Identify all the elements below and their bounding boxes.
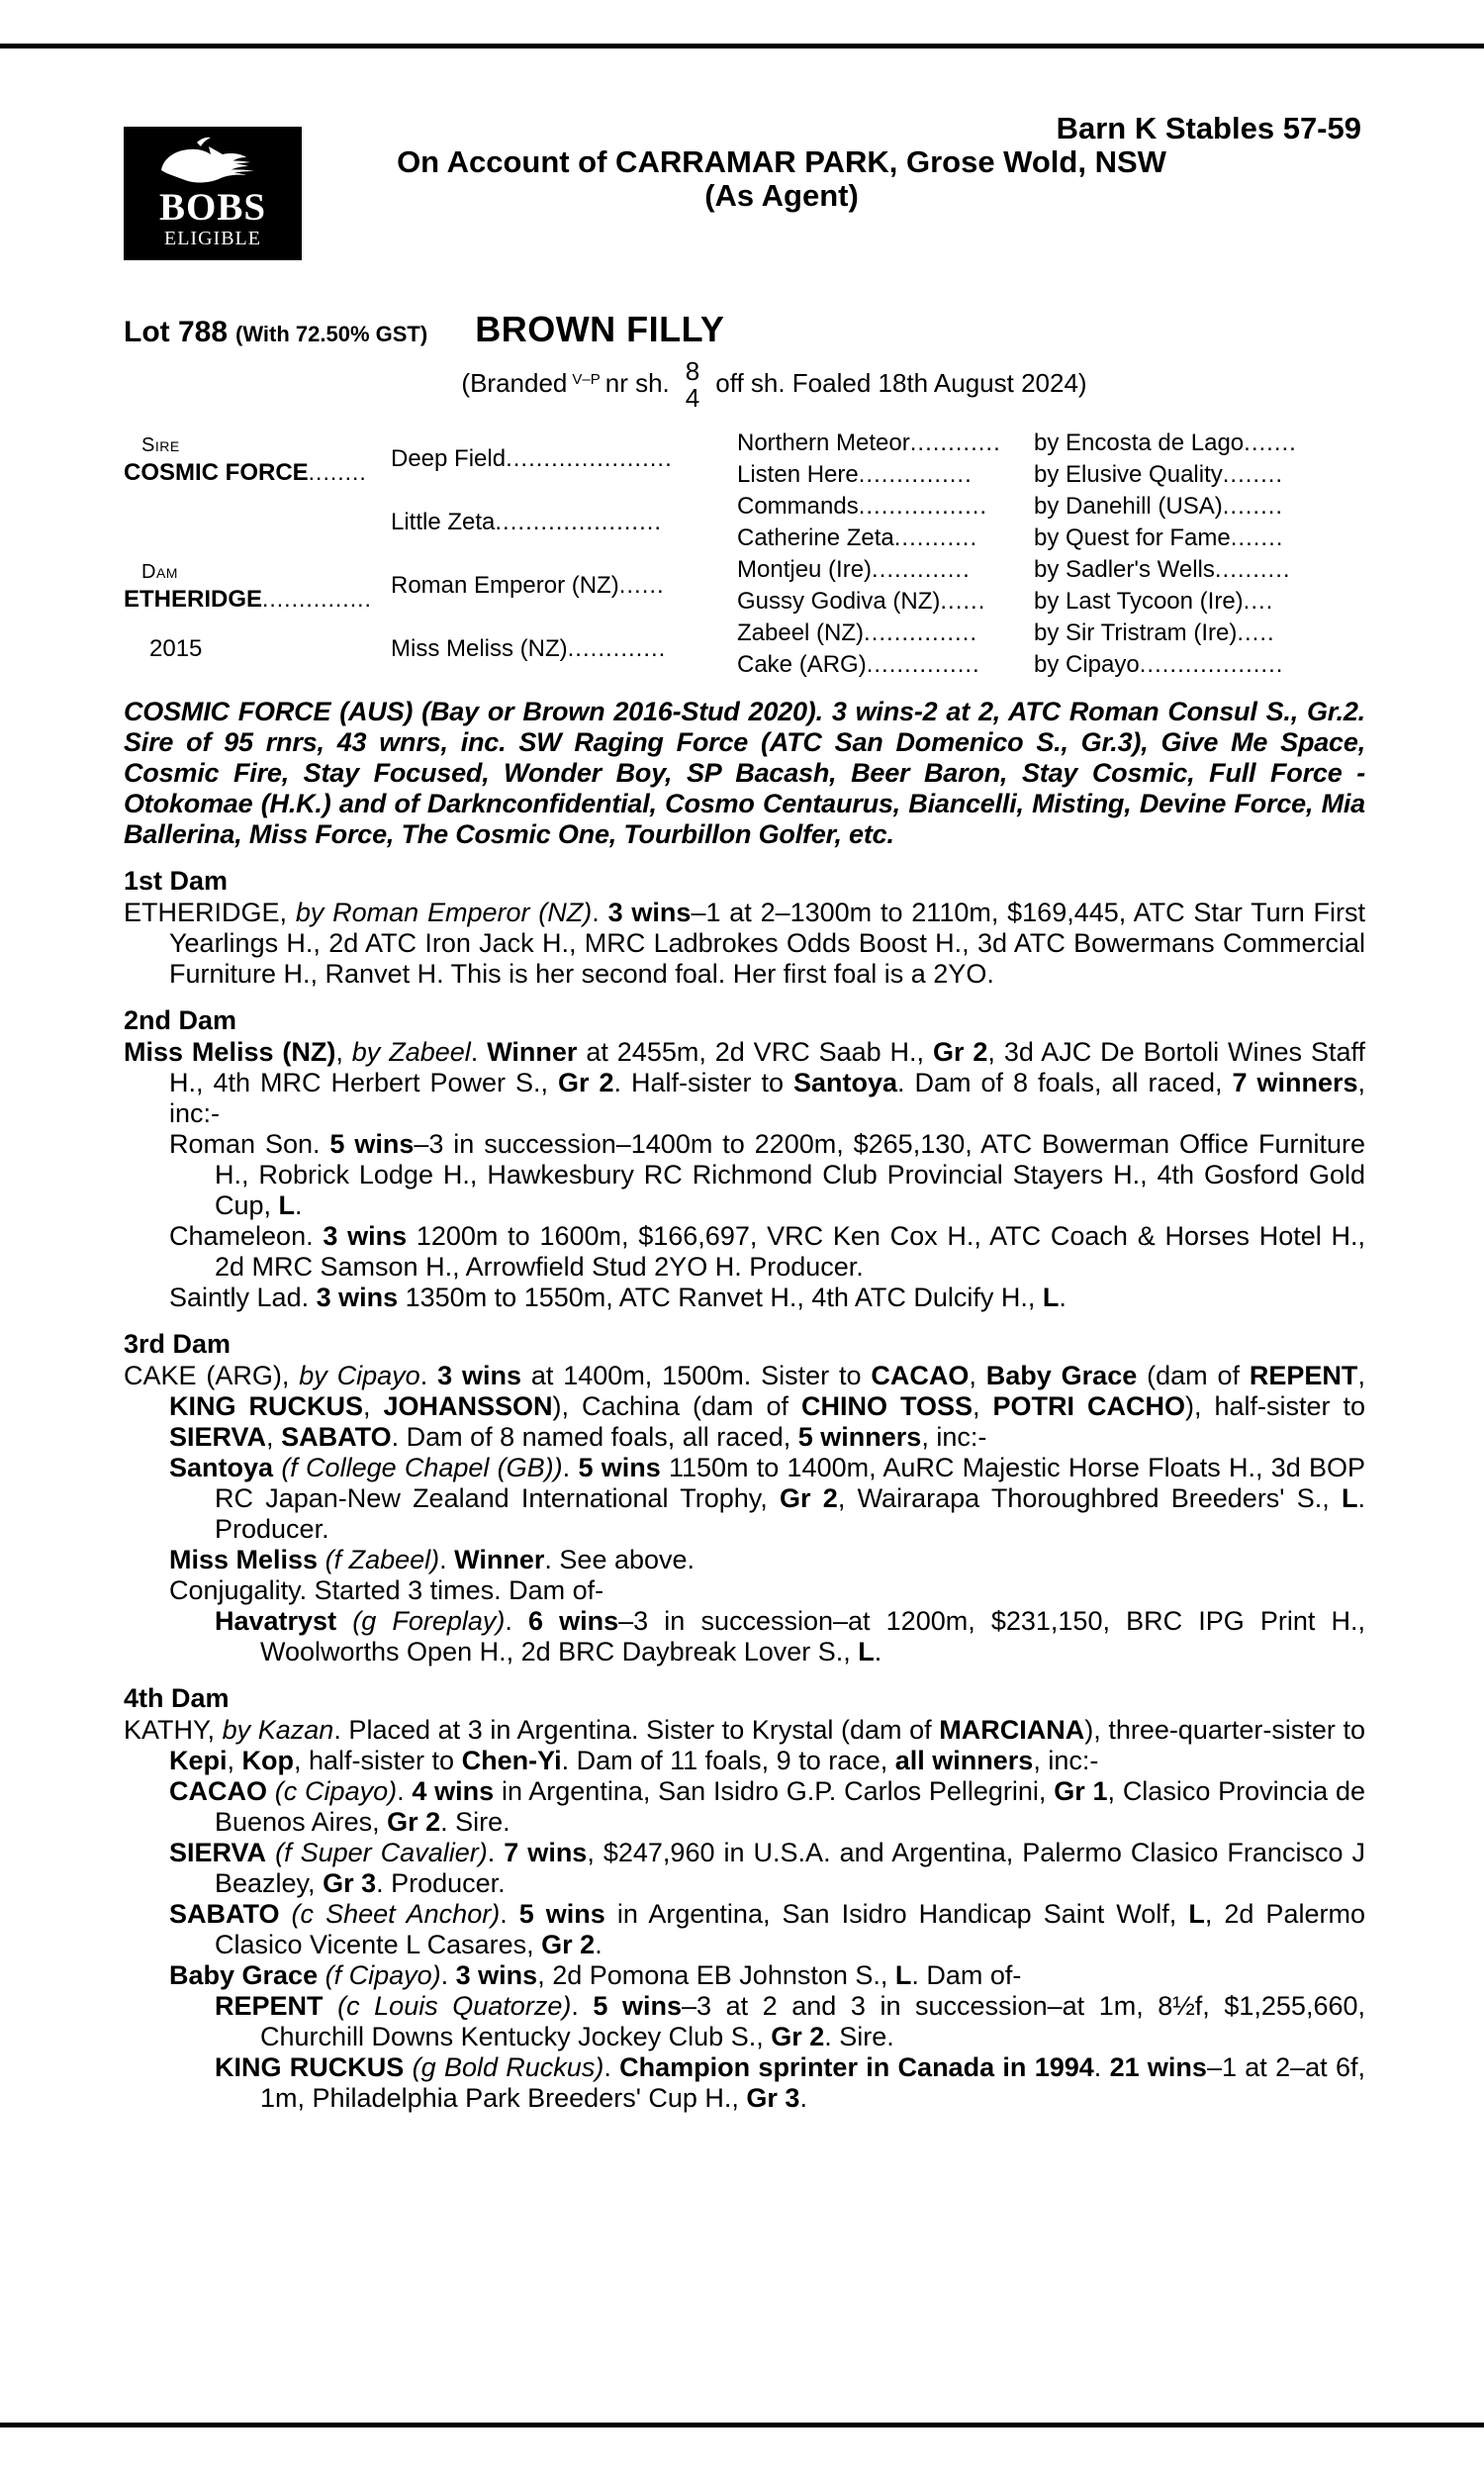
dam-dots: ...............: [262, 586, 372, 612]
as-agent-text: (As Agent): [704, 178, 859, 213]
lot-colour-sex: BROWN FILLY: [475, 309, 725, 349]
brand-symbol-top: V–P: [572, 370, 601, 388]
pedigree-entry: Baby Grace (f Cipayo). 3 wins, 2d Pomona EB Johnston S., L. Dam of-: [169, 1960, 1022, 1990]
gggp-name: by Elusive Quality: [1034, 461, 1223, 488]
pedigree-cell-gggp: [1034, 586, 1365, 618]
pedigree-entry: CAKE (ARG), by Cipayo. 3 wins at 1400m, 1500m. Sister to CACAO, Baby Grace (dam of REPENT, KING RUCKUS, JOHANSSON), Cachina (dam of CHINO TOSS, POTRI CACHO), half-sister to SIERVA, SABATO. Dam of 8 named foals, all raced, 5 winners, inc:-: [124, 1361, 1365, 1452]
ggp-dots: ......: [940, 588, 986, 615]
ggp-name: Listen Here: [737, 461, 859, 488]
ggp-dots: .................: [858, 493, 988, 520]
ggp-dots: ............: [909, 429, 1001, 456]
pedigree-cell-gggp: [1034, 618, 1365, 649]
pedigree-entry: SABATO (c Sheet Anchor). 5 wins in Argentina, San Isidro Handicap Saint Wolf, L, 2d Palermo Clasico Vicente L Casares, Gr 2.: [169, 1899, 1365, 1959]
ggp-dots: ...............: [858, 461, 973, 488]
pedigree-entry: Conjugality. Started 3 times. Dam of-: [169, 1575, 604, 1605]
pedigree-entry: Santoya (f College Chapel (GB)). 5 wins 1150m to 1400m, AuRC Majestic Horse Floats H., 3d BOP RC Japan-New Zealand International Trophy, Gr 2, Wairarapa Thoroughbred Breeders' S., L. Producer.: [169, 1453, 1366, 1544]
pedigree-cell-gp: [391, 554, 737, 618]
pedigree-row: [124, 618, 1365, 649]
pedigree-dam-year-cell: [124, 618, 391, 681]
gggp-dots: .......: [1230, 524, 1284, 551]
dam-title: Dam: [141, 561, 178, 583]
pedigree-cell-gggp: [1034, 523, 1365, 554]
gp-name: Roman Emperor (NZ): [391, 572, 619, 599]
pedigree-cell-ggp: [737, 649, 1034, 681]
dam-heading: 3rd Dam: [124, 1329, 232, 1359]
pedigree-entry: Havatryst (g Foreplay). 6 wins–3 in succession–at 1200m, $231,150, BRC IPG Print H., Woolworths Open H., 2d BRC Daybreak Lover S., L.: [215, 1606, 1365, 1666]
gp-name: Miss Meliss (NZ): [391, 635, 568, 662]
gggp-name: by Quest for Fame: [1034, 524, 1231, 551]
pedigree-table: [124, 428, 1365, 681]
ggp-name: Commands: [737, 493, 859, 520]
branded-line: [124, 356, 1365, 413]
dam-year: 2015: [149, 635, 203, 662]
bobs-eligible-label: ELIGIBLE: [164, 228, 261, 249]
account-of-text: On Account of CARRAMAR PARK, Grose Wold, NSW: [397, 144, 1166, 179]
pedigree-cell-gggp: [1034, 554, 1365, 586]
dam-heading: 2nd Dam: [124, 1005, 237, 1035]
pedigree-entry: Miss Meliss (NZ), by Zabeel. Winner at 2455m, 2d VRC Saab H., Gr 2, 3d AJC De Bortoli Wines Staff H., 4th MRC Herbert Power S., Gr 2. Half-sister to Santoya. Dam of 8 foals, all raced, 7 winners, inc:-: [124, 1037, 1366, 1128]
branded-prefix: (Branded: [461, 367, 568, 398]
pedigree-sire-label-cell: [124, 428, 391, 491]
branded-near-shoulder: nr sh.: [604, 367, 670, 398]
gp-name: Little Zeta: [391, 509, 496, 535]
pedigree-row: [124, 554, 1365, 586]
gggp-name: by Danehill (USA): [1034, 493, 1223, 520]
gggp-name: by Encosta de Lago: [1034, 429, 1245, 456]
pedigree-cell-ggp: [737, 428, 1034, 459]
ggp-dots: .............: [872, 556, 971, 583]
ggp-name: Catherine Zeta: [737, 524, 894, 551]
catalogue-header: [124, 112, 1365, 295]
gp-dots: .............: [567, 635, 667, 662]
lot-gst-note: (With 72.50% GST): [235, 322, 428, 346]
pedigree-cell-ggp: [737, 459, 1034, 491]
pedigree-spacer-cell: [124, 491, 391, 554]
lot-number: Lot 788: [124, 316, 229, 348]
pedigree-entry: SIERVA (f Super Cavalier). 7 wins, $247,960 in U.S.A. and Argentina, Palermo Clasico Francisco J Beazley, Gr 3. Producer.: [169, 1838, 1365, 1898]
dam-heading: 4th Dam: [124, 1683, 230, 1713]
pedigree-cell-ggp: [737, 586, 1034, 618]
pedigree-row: [124, 491, 1365, 523]
pedigree-cell-ggp: [737, 554, 1034, 586]
gggp-name: by Last Tycoon (Ire): [1034, 588, 1244, 615]
pedigree-cell-gggp: [1034, 649, 1365, 681]
sire-name: COSMIC FORCE: [124, 459, 309, 486]
ggp-name: Zabeel (NZ): [737, 619, 865, 646]
pedigree-cell-ggp: [737, 618, 1034, 649]
bobs-eligible-logo: [124, 127, 302, 260]
lot-line: [124, 309, 1365, 350]
sire-dots: ........: [308, 459, 367, 485]
page-content: [124, 94, 1365, 2114]
ggp-dots: ...............: [864, 619, 978, 646]
pedigree-entry: ETHERIDGE, by Roman Emperor (NZ). 3 wins–1 at 2–1300m to 2110m, $169,445, ATC Star Turn First Yearlings H., 2d ATC Iron Jack H., MRC Ladbrokes Odds Boost H., 3d ATC Bowermans Commercial Furniture H., Ranvet H. This is her second foal. Her first foal is a 2YO.: [124, 898, 1365, 989]
ggp-name: Cake (ARG): [737, 651, 867, 678]
gggp-dots: ........: [1222, 461, 1284, 488]
sire-summary-paragraph: COSMIC FORCE (AUS) (Bay or Brown 2016-Stud 2020). 3 wins-2 at 2, ATC Roman Consul S., Gr.2. Sire of 95 rnrs, 43 wnrs, inc. SW Raging Force (ATC San Domenico S., Gr.3), Give Me Space, Cosmic Fire, Stay Focused, Wonder Boy, SP Bacash, Beer Baron, Stay Cosmic, Full Force - Otokomae (H.K.) and of Darknconfidential, Cosmo Centaurus, Biancelli, Misting, Devine Force, Mia Ballerina, Miss Force, The Cosmic One, Tourbillon Golfer, etc.: [124, 697, 1365, 849]
gp-dots: ......: [618, 572, 665, 599]
ggp-name: Montjeu (Ire): [737, 556, 873, 583]
ggp-name: Northern Meteor: [737, 429, 910, 456]
brand-number-top: 8: [685, 356, 700, 386]
pedigree-entry: REPENT (c Louis Quatorze). 5 wins–3 at 2 and 3 in succession–at 1m, 8½f, $1,255,660, Churchill Downs Kentucky Jockey Club S., Gr 2. Sire.: [215, 1991, 1365, 2051]
brand-number-bottom: 4: [685, 383, 700, 413]
gp-dots: ......................: [506, 445, 673, 472]
gggp-dots: ...................: [1139, 651, 1284, 678]
pedigree-cell-gp: [391, 428, 737, 491]
gggp-dots: ..........: [1214, 556, 1291, 583]
dam-heading: 1st Dam: [124, 866, 229, 896]
gggp-dots: .....: [1237, 619, 1275, 646]
gggp-dots: ........: [1222, 493, 1284, 520]
pedigree-row: [124, 428, 1365, 459]
pedigree-cell-gp: [391, 618, 737, 681]
pedigree-dam-label-cell: [124, 554, 391, 618]
branded-suffix: off sh. Foaled 18th August 2024): [715, 367, 1087, 398]
gp-name: Deep Field: [391, 445, 507, 472]
bobs-wordmark: BOBS: [158, 186, 267, 229]
brand-symbol-icon: [572, 370, 601, 388]
dam-name: ETHERIDGE: [124, 586, 263, 613]
gggp-name: by Sadler's Wells: [1034, 556, 1215, 583]
pedigree-entry: Chameleon. 3 wins 1200m to 1600m, $166,697, VRC Ken Cox H., ATC Coach & Horses Hotel H., 2d MRC Samson H., Arrowfield Stud 2YO H. Producer.: [169, 1221, 1366, 1282]
gggp-name: by Cipayo: [1034, 651, 1140, 678]
sire-title: Sire: [141, 434, 180, 456]
pedigree-cell-ggp: [737, 523, 1034, 554]
gggp-dots: .......: [1244, 429, 1297, 456]
pedigree-cell-gggp: [1034, 491, 1365, 523]
page-top-rule: [0, 44, 1484, 48]
barn-stables-text: Barn K Stables 57-59: [1056, 111, 1361, 145]
ggp-name: Gussy Godiva (NZ): [737, 588, 941, 615]
pedigree-cell-gp: [391, 491, 737, 554]
bobs-horse-icon: [124, 133, 302, 190]
ggp-dots: ...............: [866, 651, 980, 678]
gp-dots: ......................: [495, 509, 663, 535]
pedigree-entry: KING RUCKUS (g Bold Ruckus). Champion sprinter in Canada in 1994. 21 wins–1 at 2–at 6f, 1m, Philadelphia Park Breeders' Cup H., Gr 3.: [215, 2052, 1365, 2113]
pedigree-entry: CACAO (c Cipayo). 4 wins in Argentina, San Isidro G.P. Carlos Pellegrini, Gr 1, Clasico Provincia de Buenos Aires, Gr 2. Sire.: [169, 1776, 1365, 1837]
pedigree-entry: KATHY, by Kazan. Placed at 3 in Argentina. Sister to Krystal (dam of MARCIANA), three-quarter-sister to Kepi, Kop, half-sister to Chen-Yi. Dam of 11 foals, 9 to race, all winners, inc:-: [124, 1715, 1366, 1775]
gggp-name: by Sir Tristram (Ire): [1034, 619, 1238, 646]
page-bottom-rule: [0, 2423, 1484, 2427]
ggp-dots: ...........: [893, 524, 978, 551]
pedigree-entry: Roman Son. 5 wins–3 in succession–1400m to 2200m, $265,130, ATC Bowerman Office Furniture H., Robrick Lodge H., Hawkesbury RC Richmond Club Provincial Stayers H., 4th Gosford Gold Cup, L.: [169, 1129, 1365, 1220]
pedigree-cell-gggp: [1034, 459, 1365, 491]
gggp-dots: ....: [1243, 588, 1274, 615]
brand-number-stack: [686, 358, 699, 412]
pedigree-cell-ggp: [737, 491, 1034, 523]
pedigree-cell-gggp: [1034, 428, 1365, 459]
pedigree-entry: Saintly Lad. 3 wins 1350m to 1550m, ATC Ranvet H., 4th ATC Dulcify H., L.: [169, 1283, 1067, 1312]
dam-sections: [124, 866, 1365, 2114]
pedigree-entry: Miss Meliss (f Zabeel). Winner. See above.: [169, 1545, 696, 1574]
